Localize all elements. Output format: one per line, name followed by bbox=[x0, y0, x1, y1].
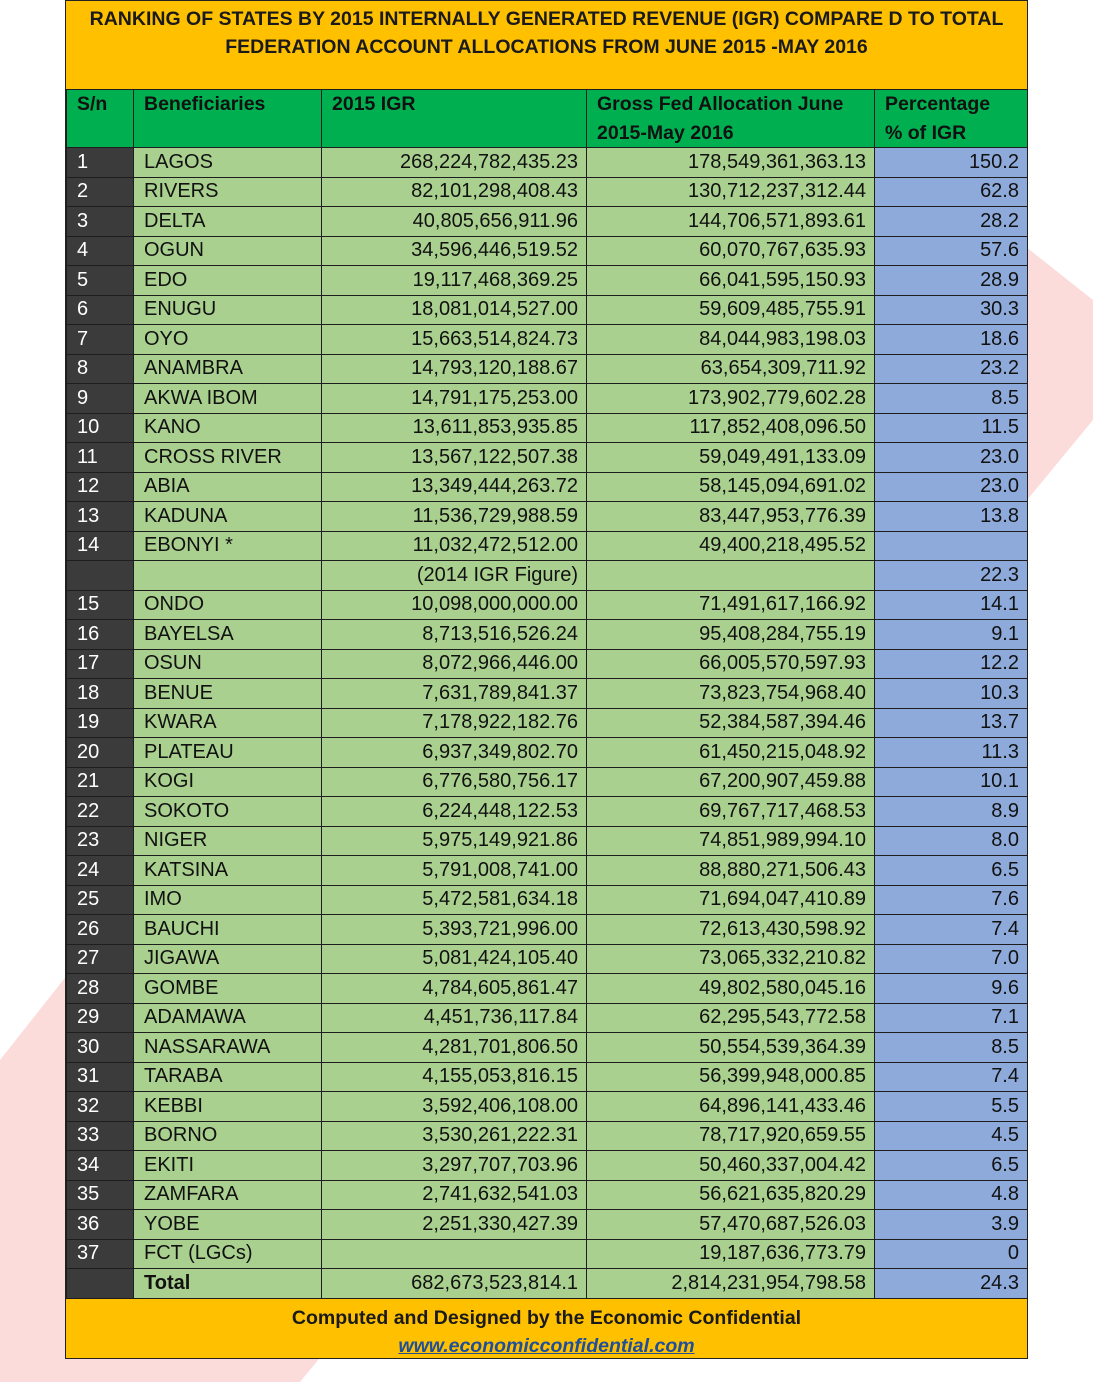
cell-percentage: 7.4 bbox=[875, 1062, 1028, 1092]
cell-fed-allocation: 59,609,485,755.91 bbox=[587, 295, 875, 325]
table-row bbox=[67, 502, 1028, 532]
cell-beneficiary: KWARA bbox=[134, 708, 322, 738]
cell-beneficiary: ZAMFARA bbox=[134, 1180, 322, 1210]
cell-igr: 2,251,330,427.39 bbox=[322, 1210, 587, 1240]
cell-fed-allocation: 67,200,907,459.88 bbox=[587, 767, 875, 797]
cell-percentage: 12.2 bbox=[875, 649, 1028, 679]
cell-igr: 18,081,014,527.00 bbox=[322, 295, 587, 325]
cell-igr: 8,072,966,446.00 bbox=[322, 649, 587, 679]
cell-igr: 5,393,721,996.00 bbox=[322, 915, 587, 945]
cell-fed-allocation: 64,896,141,433.46 bbox=[587, 1092, 875, 1122]
cell-igr: 6,776,580,756.17 bbox=[322, 767, 587, 797]
cell-fed-allocation: 95,408,284,755.19 bbox=[587, 620, 875, 650]
cell-igr: 4,281,701,806.50 bbox=[322, 1033, 587, 1063]
cell-percentage: 4.8 bbox=[875, 1180, 1028, 1210]
cell-percentage: 8.5 bbox=[875, 384, 1028, 414]
table-row bbox=[67, 177, 1028, 207]
cell-sn: 20 bbox=[67, 738, 134, 768]
cell-igr: 5,791,008,741.00 bbox=[322, 856, 587, 886]
cell-sn: 34 bbox=[67, 1151, 134, 1181]
cell-beneficiary: NASSARAWA bbox=[134, 1033, 322, 1063]
cell-sn: 24 bbox=[67, 856, 134, 886]
cell-percentage: 10.3 bbox=[875, 679, 1028, 709]
cell-igr: 2,741,632,541.03 bbox=[322, 1180, 587, 1210]
cell-igr: 11,536,729,988.59 bbox=[322, 502, 587, 532]
cell-percentage: 14.1 bbox=[875, 590, 1028, 620]
cell-sn: 7 bbox=[67, 325, 134, 355]
cell-beneficiary: ONDO bbox=[134, 590, 322, 620]
header-beneficiaries: Beneficiaries bbox=[134, 90, 322, 148]
cell-igr: 19,117,468,369.25 bbox=[322, 266, 587, 296]
cell-percentage: 11.5 bbox=[875, 413, 1028, 443]
cell-igr: 34,596,446,519.52 bbox=[322, 236, 587, 266]
cell-percentage: 4.5 bbox=[875, 1121, 1028, 1151]
cell-sn: 26 bbox=[67, 915, 134, 945]
cell-beneficiary: BENUE bbox=[134, 679, 322, 709]
cell-sn: 27 bbox=[67, 944, 134, 974]
table-row bbox=[67, 413, 1028, 443]
cell-fed-allocation: 69,767,717,468.53 bbox=[587, 797, 875, 827]
cell-beneficiary: KATSINA bbox=[134, 856, 322, 886]
cell-sn: 11 bbox=[67, 443, 134, 473]
table-row bbox=[67, 738, 1028, 768]
total-label: Total bbox=[134, 1269, 322, 1299]
cell-sn: 4 bbox=[67, 236, 134, 266]
cell-percentage: 23.0 bbox=[875, 443, 1028, 473]
cell-percentage: 18.6 bbox=[875, 325, 1028, 355]
cell-sn: 19 bbox=[67, 708, 134, 738]
cell-fed-allocation: 56,399,948,000.85 bbox=[587, 1062, 875, 1092]
total-sn bbox=[67, 1269, 134, 1299]
header-fed-line-2: 2015-May 2016 bbox=[597, 121, 734, 144]
table-row bbox=[67, 1180, 1028, 1210]
header-pct-line-2: % of IGR bbox=[885, 121, 967, 144]
cell-fed-allocation: 73,823,754,968.40 bbox=[587, 679, 875, 709]
table-row bbox=[67, 1003, 1028, 1033]
cell-fed-allocation: 50,554,539,364.39 bbox=[587, 1033, 875, 1063]
cell-sn: 14 bbox=[67, 531, 134, 561]
cell-fed-allocation: 66,041,595,150.93 bbox=[587, 266, 875, 296]
total-igr: 682,673,523,814.1 bbox=[322, 1269, 587, 1299]
cell-fed-allocation: 57,470,687,526.03 bbox=[587, 1210, 875, 1240]
cell-percentage: 9.6 bbox=[875, 974, 1028, 1004]
cell-igr: 13,567,122,507.38 bbox=[322, 443, 587, 473]
cell-fed-allocation: 50,460,337,004.42 bbox=[587, 1151, 875, 1181]
cell-fed-allocation: 144,706,571,893.61 bbox=[587, 207, 875, 237]
table-row bbox=[67, 708, 1028, 738]
footer bbox=[66, 1299, 1027, 1360]
header-percentage bbox=[875, 90, 1028, 148]
cell-percentage: 7.1 bbox=[875, 1003, 1028, 1033]
cell-percentage: 13.8 bbox=[875, 502, 1028, 532]
cell-percentage: 23.2 bbox=[875, 354, 1028, 384]
cell-sn: 31 bbox=[67, 1062, 134, 1092]
cell-sn: 9 bbox=[67, 384, 134, 414]
table-row bbox=[67, 472, 1028, 502]
cell-percentage: 0 bbox=[875, 1239, 1028, 1269]
cell-beneficiary: ABIA bbox=[134, 472, 322, 502]
cell-igr: 6,937,349,802.70 bbox=[322, 738, 587, 768]
cell-fed-allocation: 61,450,215,048.92 bbox=[587, 738, 875, 768]
title-line-2: FEDERATION ACCOUNT ALLOCATIONS FROM JUNE 2015 -MAY 2016 bbox=[225, 36, 868, 58]
table-row bbox=[67, 767, 1028, 797]
cell-percentage: 22.3 bbox=[875, 561, 1028, 591]
cell-beneficiary: SOKOTO bbox=[134, 797, 322, 827]
title-line-1: RANKING OF STATES BY 2015 INTERNALLY GENERATED REVENUE (IGR) COMPARE D TO TOTAL bbox=[89, 8, 1004, 30]
cell-beneficiary: BORNO bbox=[134, 1121, 322, 1151]
cell-percentage: 62.8 bbox=[875, 177, 1028, 207]
cell-sn: 6 bbox=[67, 295, 134, 325]
cell-beneficiary: PLATEAU bbox=[134, 738, 322, 768]
cell-sn: 25 bbox=[67, 885, 134, 915]
cell-fed-allocation: 58,145,094,691.02 bbox=[587, 472, 875, 502]
cell-percentage: 28.2 bbox=[875, 207, 1028, 237]
header-pct-line-1: Percentage bbox=[885, 93, 991, 115]
table-row bbox=[67, 885, 1028, 915]
cell-percentage: 7.4 bbox=[875, 915, 1028, 945]
cell-fed-allocation: 60,070,767,635.93 bbox=[587, 236, 875, 266]
cell-sn: 30 bbox=[67, 1033, 134, 1063]
cell-igr: 6,224,448,122.53 bbox=[322, 797, 587, 827]
cell-beneficiary: LAGOS bbox=[134, 148, 322, 178]
cell-igr: 5,081,424,105.40 bbox=[322, 944, 587, 974]
cell-igr: 40,805,656,911.96 bbox=[322, 207, 587, 237]
footer-credit: Computed and Designed by the Economic Confidential bbox=[291, 1306, 802, 1329]
cell-percentage: 23.0 bbox=[875, 472, 1028, 502]
cell-sn: 3 bbox=[67, 207, 134, 237]
cell-igr: 82,101,298,408.43 bbox=[322, 177, 587, 207]
cell-beneficiary: FCT (LGCs) bbox=[134, 1239, 322, 1269]
table-row bbox=[67, 354, 1028, 384]
cell-igr: 15,663,514,824.73 bbox=[322, 325, 587, 355]
cell-sn: 5 bbox=[67, 266, 134, 296]
table-row bbox=[67, 1033, 1028, 1063]
cell-sn: 28 bbox=[67, 974, 134, 1004]
cell-igr: 3,530,261,222.31 bbox=[322, 1121, 587, 1151]
cell-percentage: 8.0 bbox=[875, 826, 1028, 856]
cell-beneficiary: KADUNA bbox=[134, 502, 322, 532]
cell-sn: 2 bbox=[67, 177, 134, 207]
cell-beneficiary: YOBE bbox=[134, 1210, 322, 1240]
table-row bbox=[67, 1092, 1028, 1122]
cell-sn: 16 bbox=[67, 620, 134, 650]
cell-sn: 8 bbox=[67, 354, 134, 384]
table-row bbox=[67, 944, 1028, 974]
header-igr: 2015 IGR bbox=[322, 90, 587, 148]
cell-fed-allocation: 130,712,237,312.44 bbox=[587, 177, 875, 207]
cell-fed-allocation: 73,065,332,210.82 bbox=[587, 944, 875, 974]
table-row bbox=[67, 561, 1028, 591]
table-row bbox=[67, 679, 1028, 709]
table-row bbox=[67, 325, 1028, 355]
cell-percentage: 8.9 bbox=[875, 797, 1028, 827]
cell-sn: 37 bbox=[67, 1239, 134, 1269]
cell-percentage: 8.5 bbox=[875, 1033, 1028, 1063]
cell-beneficiary: DELTA bbox=[134, 207, 322, 237]
header-fed-allocation bbox=[587, 90, 875, 148]
cell-igr: 4,784,605,861.47 bbox=[322, 974, 587, 1004]
cell-beneficiary: OSUN bbox=[134, 649, 322, 679]
cell-sn: 23 bbox=[67, 826, 134, 856]
cell-igr: 4,155,053,816.15 bbox=[322, 1062, 587, 1092]
cell-fed-allocation: 74,851,989,994.10 bbox=[587, 826, 875, 856]
report-sheet bbox=[65, 0, 1028, 1359]
cell-percentage: 28.9 bbox=[875, 266, 1028, 296]
cell-igr: 13,611,853,935.85 bbox=[322, 413, 587, 443]
cell-beneficiary: NIGER bbox=[134, 826, 322, 856]
cell-sn: 35 bbox=[67, 1180, 134, 1210]
cell-fed-allocation: 49,802,580,045.16 bbox=[587, 974, 875, 1004]
cell-igr: 5,975,149,921.86 bbox=[322, 826, 587, 856]
table-row bbox=[67, 620, 1028, 650]
cell-igr: 7,178,922,182.76 bbox=[322, 708, 587, 738]
cell-fed-allocation bbox=[587, 561, 875, 591]
cell-sn: 17 bbox=[67, 649, 134, 679]
table-row bbox=[67, 915, 1028, 945]
cell-igr: 4,451,736,117.84 bbox=[322, 1003, 587, 1033]
cell-sn bbox=[67, 561, 134, 591]
cell-beneficiary: EKITI bbox=[134, 1151, 322, 1181]
cell-beneficiary: BAYELSA bbox=[134, 620, 322, 650]
cell-fed-allocation: 66,005,570,597.93 bbox=[587, 649, 875, 679]
cell-percentage: 57.6 bbox=[875, 236, 1028, 266]
cell-sn: 22 bbox=[67, 797, 134, 827]
cell-fed-allocation: 78,717,920,659.55 bbox=[587, 1121, 875, 1151]
cell-igr: 268,224,782,435.23 bbox=[322, 148, 587, 178]
cell-sn: 32 bbox=[67, 1092, 134, 1122]
table-row bbox=[67, 148, 1028, 178]
cell-percentage: 13.7 bbox=[875, 708, 1028, 738]
table-header-row bbox=[67, 90, 1028, 148]
cell-sn: 18 bbox=[67, 679, 134, 709]
cell-fed-allocation: 71,491,617,166.92 bbox=[587, 590, 875, 620]
table-row bbox=[67, 384, 1028, 414]
cell-fed-allocation: 173,902,779,602.28 bbox=[587, 384, 875, 414]
cell-beneficiary: ENUGU bbox=[134, 295, 322, 325]
table-row bbox=[67, 266, 1028, 296]
cell-fed-allocation: 49,400,218,495.52 bbox=[587, 531, 875, 561]
cell-beneficiary: CROSS RIVER bbox=[134, 443, 322, 473]
cell-beneficiary: IMO bbox=[134, 885, 322, 915]
cell-sn: 29 bbox=[67, 1003, 134, 1033]
cell-sn: 36 bbox=[67, 1210, 134, 1240]
table-row bbox=[67, 1151, 1028, 1181]
cell-fed-allocation: 84,044,983,198.03 bbox=[587, 325, 875, 355]
cell-fed-allocation: 19,187,636,773.79 bbox=[587, 1239, 875, 1269]
cell-beneficiary: KEBBI bbox=[134, 1092, 322, 1122]
cell-igr: 5,472,581,634.18 bbox=[322, 885, 587, 915]
cell-igr: 13,349,444,263.72 bbox=[322, 472, 587, 502]
table-row bbox=[67, 1210, 1028, 1240]
cell-fed-allocation: 117,852,408,096.50 bbox=[587, 413, 875, 443]
total-percentage: 24.3 bbox=[875, 1269, 1028, 1299]
table-row bbox=[67, 649, 1028, 679]
cell-fed-allocation: 88,880,271,506.43 bbox=[587, 856, 875, 886]
cell-fed-allocation: 56,621,635,820.29 bbox=[587, 1180, 875, 1210]
cell-percentage: 11.3 bbox=[875, 738, 1028, 768]
page-title bbox=[66, 1, 1027, 67]
cell-percentage: 30.3 bbox=[875, 295, 1028, 325]
table-row bbox=[67, 443, 1028, 473]
cell-beneficiary: EDO bbox=[134, 266, 322, 296]
footer-website-link[interactable]: www.economicconfidential.com bbox=[398, 1334, 695, 1357]
cell-igr bbox=[322, 1239, 587, 1269]
cell-percentage: 3.9 bbox=[875, 1210, 1028, 1240]
cell-beneficiary: GOMBE bbox=[134, 974, 322, 1004]
cell-beneficiary bbox=[134, 561, 322, 591]
cell-sn: 13 bbox=[67, 502, 134, 532]
cell-beneficiary: OGUN bbox=[134, 236, 322, 266]
table-row bbox=[67, 856, 1028, 886]
table-row bbox=[67, 974, 1028, 1004]
header-sn: S/n bbox=[67, 90, 134, 148]
cell-beneficiary: JIGAWA bbox=[134, 944, 322, 974]
table-row bbox=[67, 531, 1028, 561]
cell-beneficiary: KOGI bbox=[134, 767, 322, 797]
cell-fed-allocation: 62,295,543,772.58 bbox=[587, 1003, 875, 1033]
revenue-table bbox=[66, 89, 1028, 1299]
cell-percentage: 7.0 bbox=[875, 944, 1028, 974]
cell-percentage: 6.5 bbox=[875, 856, 1028, 886]
cell-igr: 11,032,472,512.00 bbox=[322, 531, 587, 561]
cell-beneficiary: ADAMAWA bbox=[134, 1003, 322, 1033]
cell-igr: 8,713,516,526.24 bbox=[322, 620, 587, 650]
table-row bbox=[67, 1239, 1028, 1269]
cell-igr: 3,592,406,108.00 bbox=[322, 1092, 587, 1122]
total-row bbox=[67, 1269, 1028, 1299]
table-row bbox=[67, 1062, 1028, 1092]
cell-percentage bbox=[875, 531, 1028, 561]
cell-igr: 3,297,707,703.96 bbox=[322, 1151, 587, 1181]
cell-igr: (2014 IGR Figure) bbox=[322, 561, 587, 591]
cell-beneficiary: EBONYI * bbox=[134, 531, 322, 561]
cell-percentage: 5.5 bbox=[875, 1092, 1028, 1122]
cell-igr: 14,793,120,188.67 bbox=[322, 354, 587, 384]
cell-fed-allocation: 71,694,047,410.89 bbox=[587, 885, 875, 915]
cell-beneficiary: TARABA bbox=[134, 1062, 322, 1092]
cell-sn: 33 bbox=[67, 1121, 134, 1151]
cell-beneficiary: ANAMBRA bbox=[134, 354, 322, 384]
cell-sn: 10 bbox=[67, 413, 134, 443]
table-row bbox=[67, 207, 1028, 237]
cell-percentage: 9.1 bbox=[875, 620, 1028, 650]
cell-sn: 21 bbox=[67, 767, 134, 797]
cell-fed-allocation: 59,049,491,133.09 bbox=[587, 443, 875, 473]
cell-beneficiary: KANO bbox=[134, 413, 322, 443]
table-row bbox=[67, 295, 1028, 325]
header-fed-line-1: Gross Fed Allocation June bbox=[597, 93, 844, 115]
total-fed-allocation: 2,814,231,954,798.58 bbox=[587, 1269, 875, 1299]
table-row bbox=[67, 1121, 1028, 1151]
cell-beneficiary: RIVERS bbox=[134, 177, 322, 207]
cell-igr: 7,631,789,841.37 bbox=[322, 679, 587, 709]
cell-fed-allocation: 178,549,361,363.13 bbox=[587, 148, 875, 178]
cell-beneficiary: AKWA IBOM bbox=[134, 384, 322, 414]
cell-percentage: 150.2 bbox=[875, 148, 1028, 178]
table-row bbox=[67, 590, 1028, 620]
cell-sn: 12 bbox=[67, 472, 134, 502]
cell-fed-allocation: 63,654,309,711.92 bbox=[587, 354, 875, 384]
table-row bbox=[67, 826, 1028, 856]
cell-percentage: 10.1 bbox=[875, 767, 1028, 797]
cell-percentage: 6.5 bbox=[875, 1151, 1028, 1181]
cell-sn: 1 bbox=[67, 148, 134, 178]
cell-igr: 10,098,000,000.00 bbox=[322, 590, 587, 620]
cell-igr: 14,791,175,253.00 bbox=[322, 384, 587, 414]
cell-fed-allocation: 83,447,953,776.39 bbox=[587, 502, 875, 532]
table-row bbox=[67, 236, 1028, 266]
cell-fed-allocation: 52,384,587,394.46 bbox=[587, 708, 875, 738]
cell-beneficiary: OYO bbox=[134, 325, 322, 355]
cell-fed-allocation: 72,613,430,598.92 bbox=[587, 915, 875, 945]
cell-percentage: 7.6 bbox=[875, 885, 1028, 915]
cell-sn: 15 bbox=[67, 590, 134, 620]
cell-beneficiary: BAUCHI bbox=[134, 915, 322, 945]
table-row bbox=[67, 797, 1028, 827]
